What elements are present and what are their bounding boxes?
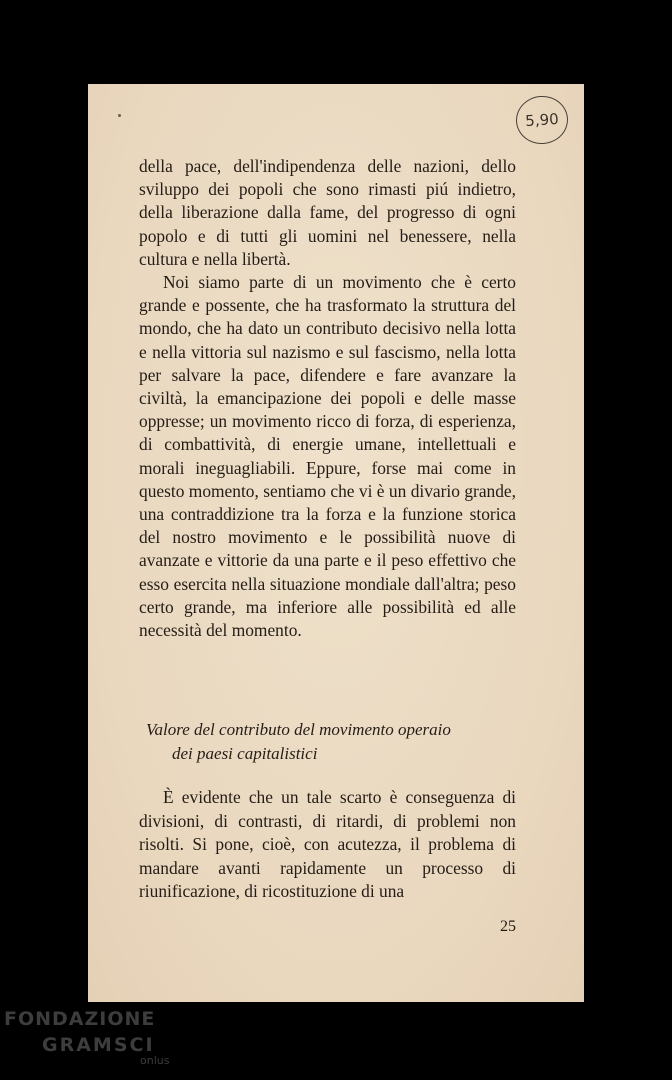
- watermark-line-1: FONDAZIONE: [4, 1008, 156, 1030]
- section-heading: [146, 718, 526, 766]
- body-text: [139, 155, 516, 642]
- section-heading-line-1: Valore del contributo del movimento operaio: [146, 720, 451, 739]
- paragraph-3: È evidente che un tale scarto è conseguenza di divisioni, di contrasti, di ritardi, di problemi non risolti. Si pone, cioè, con acutezza, il problema di mandare avanti rapidamente un processo di riunificazione, di ricostituzione di una: [139, 787, 516, 902]
- watermark-line-3: onlus: [140, 1054, 170, 1067]
- paragraph-1: della pace, dell'indipendenza delle nazioni, dello sviluppo dei popoli che sono rimasti piú indietro, della liberazione dalla fame, del progresso di ogni popolo e di tutti gli uomini nel benessere, nella cultura e nella libertà.: [139, 156, 516, 269]
- page-number: 25: [500, 918, 516, 935]
- watermark-logo: [4, 1008, 170, 1067]
- paragraph-2: Noi siamo parte di un movimento che è certo grande e possente, che ha trasformato la struttura del mondo, che ha dato un contributo decisivo nella lotta e nella vittoria sul nazismo e sul fascismo, nella lotta per salvare la pace, difendere e fare avanzare la civiltà, la emancipazione dei popoli e delle masse oppresse; un movimento ricco di forza, di esperienza, di combattività, di energie umane, intellettuali e morali ineguagliabili. Eppure, forse mai come in questo momento, sentiamo che vi è un divario grande, una contraddizione tra la forza e la funzione storica del nostro movimento e le possibilità nuove di avanzate e vittorie da una parte e il peso effettivo che esso esercita nella situazione mondiale dall'altra; peso certo grande, ma inferiore alle possibilità ed alle necessità del momento.: [139, 272, 516, 641]
- paper-speck: [118, 114, 121, 117]
- watermark-line-2: GRAMSCI: [42, 1034, 155, 1056]
- book-page: [88, 84, 584, 1002]
- section-heading-line-2: dei paesi capitalistici: [172, 744, 318, 763]
- archive-stamp: 5,90: [514, 94, 569, 146]
- body-text-continued: [139, 786, 516, 904]
